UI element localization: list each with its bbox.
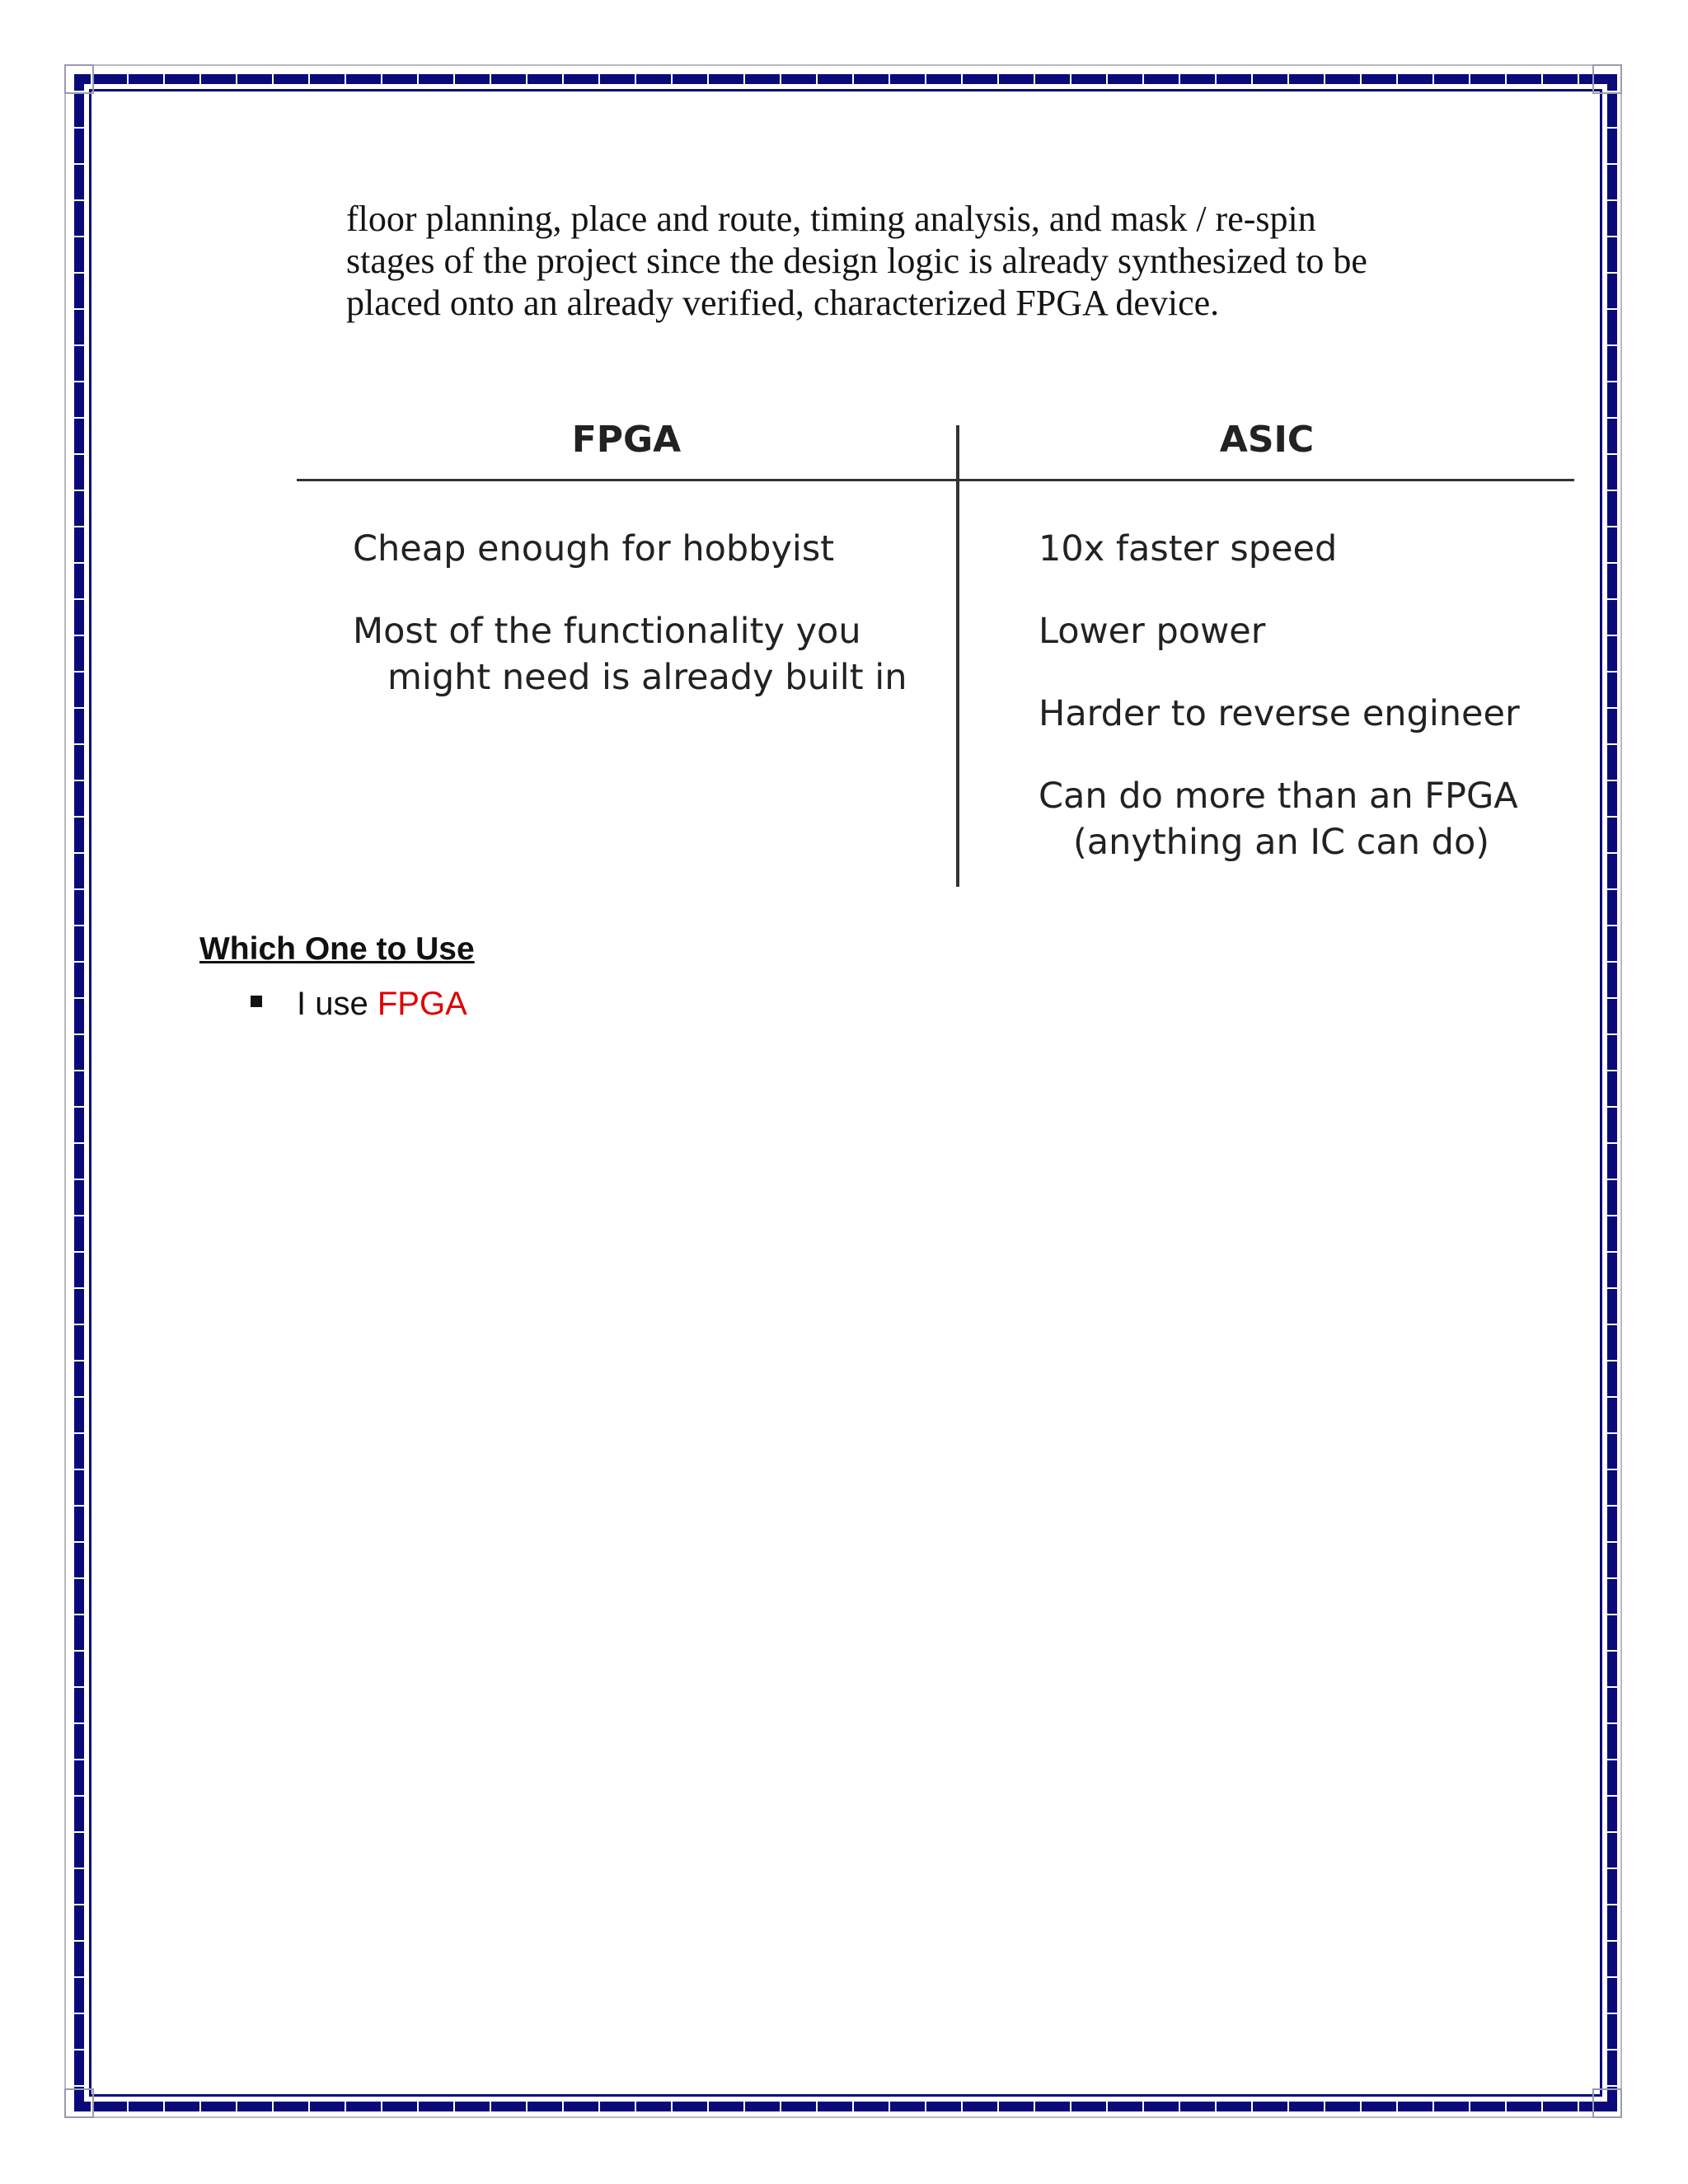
asic-item: Lower power — [1039, 611, 1266, 652]
border-ticks-bottom — [91, 2098, 1602, 2115]
asic-item: Can do more than an FPGA (anything an IC can do) — [1039, 776, 1518, 863]
border-ticks-right — [1604, 91, 1620, 2093]
asic-column-header: ASIC — [1219, 419, 1315, 461]
border-corner-top-right — [1592, 64, 1622, 94]
border-corner-bottom-right — [1592, 2088, 1622, 2118]
border-corner-bottom-left — [64, 2088, 94, 2118]
column-divider — [956, 425, 959, 887]
bullet-text: I use — [297, 986, 368, 1022]
fpga-column-header: FPGA — [571, 419, 682, 461]
border-corner-top-left — [64, 64, 94, 94]
bullet-highlight: FPGA — [377, 986, 467, 1022]
header-divider — [297, 479, 1574, 481]
bullet-item — [251, 986, 467, 1023]
asic-item: Harder to reverse engineer — [1039, 693, 1520, 734]
border-ticks-left — [71, 91, 87, 2093]
fpga-item: Cheap enough for hobbyist — [353, 528, 835, 569]
section-heading: Which One to Use — [199, 931, 475, 967]
paragraph-line: placed onto an already verified, characterized FPGA device. — [346, 283, 1220, 323]
body-paragraph — [346, 198, 1517, 324]
asic-item: 10x faster speed — [1039, 528, 1338, 569]
border-ticks-top — [91, 71, 1602, 87]
fpga-item: Most of the functionality you might need is already built in — [353, 611, 907, 698]
page-border — [74, 74, 1617, 2111]
paragraph-line: stages of the project since the design logic is already synthesized to be — [346, 241, 1367, 281]
square-bullet-icon — [251, 996, 262, 1007]
fpga-asic-comparison — [297, 396, 1574, 890]
paragraph-line: floor planning, place and route, timing analysis, and mask / re-spin — [346, 199, 1316, 239]
